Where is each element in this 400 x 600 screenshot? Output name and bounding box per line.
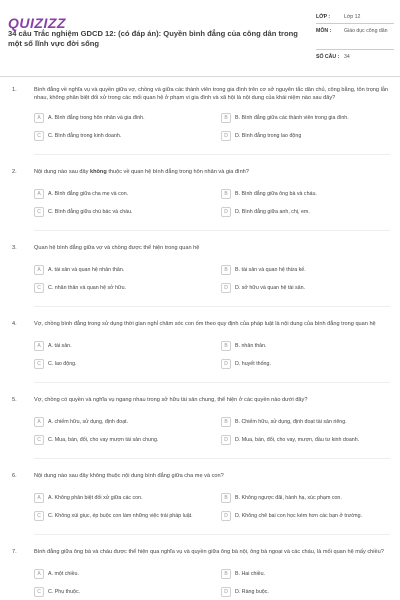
option-b[interactable] (221, 262, 390, 278)
option-b[interactable] (221, 490, 390, 506)
worksheet-header (0, 0, 400, 78)
option-letter-box: A (34, 265, 44, 275)
option-text: D. Mua, bán, đổi, cho vay, mượn, đầu tư kinh doanh. (235, 436, 360, 443)
option-text: A. Không phân biệt đối xử giữa các con. (48, 494, 143, 501)
option-d[interactable] (221, 204, 390, 220)
question-divider (34, 534, 390, 535)
question-5 (0, 392, 400, 459)
option-a[interactable] (34, 414, 203, 430)
meta-subject (316, 28, 394, 34)
option-text: B. nhân thân. (235, 342, 267, 349)
option-letter-box: D (221, 207, 231, 217)
question-text-pre: Nội dung nào sau đây (34, 169, 90, 175)
quizizz-logo: QUIZIZZ (8, 15, 66, 31)
option-d[interactable] (221, 584, 390, 600)
question-2 (0, 164, 400, 231)
question-number: 1. (12, 87, 17, 93)
option-text: C. Bình đẳng trong kinh doanh. (48, 132, 122, 139)
option-text: C. Bình đẳng giữa chú bác và cháu. (48, 208, 133, 215)
option-letter-box: A (34, 569, 44, 579)
option-d[interactable] (221, 356, 390, 372)
option-text: C. lao động. (48, 360, 77, 367)
option-b[interactable] (221, 186, 390, 202)
option-text: B. Bình đẳng giữa ông bà và cháu. (235, 190, 317, 197)
option-letter-box: B (221, 189, 231, 199)
meta-class (316, 14, 394, 20)
option-text: A. một chiều. (48, 570, 79, 577)
question-list (0, 82, 400, 600)
meta-subject-key: MÔN : (316, 28, 332, 34)
option-letter-box: D (221, 359, 231, 369)
question-text (34, 164, 390, 178)
option-letter-box: C (34, 435, 44, 445)
option-letter-box: B (221, 493, 231, 503)
question-number: 3. (12, 245, 17, 251)
question-4 (0, 316, 400, 383)
option-c[interactable] (34, 432, 203, 448)
question-text: Vợ, chồng có quyền và nghĩa vụ ngang nhau trong sở hữu tài sản chung, thể hiện ở các quyền nào dưới đây? (34, 397, 308, 403)
option-letter-box: D (221, 131, 231, 141)
meta-class-value: Lớp 12 (344, 14, 361, 20)
option-letter-box: A (34, 493, 44, 503)
question-7 (0, 544, 400, 600)
options (34, 262, 390, 296)
option-c[interactable] (34, 204, 203, 220)
option-a[interactable] (34, 110, 203, 126)
option-b[interactable] (221, 110, 390, 126)
question-divider (34, 154, 390, 155)
option-text: D. Ràng buộc. (235, 588, 269, 595)
option-letter-box: B (221, 341, 231, 351)
option-letter-box: C (34, 511, 44, 521)
option-c[interactable] (34, 584, 203, 600)
option-a[interactable] (34, 186, 203, 202)
meta-divider (316, 49, 394, 50)
worksheet-title: 34 câu Trắc nghiệm GDCD 12: (có đáp án): Quyền bình đẳng của công dân trong một số lĩnh vực đời sống (8, 29, 298, 48)
options (34, 110, 390, 144)
option-letter-box: B (221, 569, 231, 579)
option-letter-box: B (221, 113, 231, 123)
option-text: B. Không ngược đãi, hành hạ, xúc phạm con. (235, 494, 342, 501)
question-text-emphasis: không (89, 169, 107, 175)
option-text: D. Bình đẳng trong lao động (235, 132, 302, 139)
option-letter-box: A (34, 417, 44, 427)
option-letter-box: D (221, 283, 231, 293)
option-text: A. tài sản. (48, 342, 72, 349)
meta-count-value: 34 (344, 54, 350, 60)
question-text: Bình đẳng về nghĩa vụ và quyền giữa vợ, chồng và giữa các thành viên trong gia đình trên cơ sở nguyên tắc dân chủ, công bằng, tôn trọng lẫn nhau, không phân biệt đối xử trong các mối quan hệ ở phạm vi gia đình và xã hội là nội dung của khái niệm nào sau đây? (34, 87, 389, 101)
options (34, 186, 390, 220)
question-text: Bình đẳng giữa ông bà và cháu được thể hiện qua nghĩa vụ và quyền giữa ông bà nội, ông bà ngoại và các cháu, là mối quan hệ mấy chiều? (34, 549, 384, 555)
option-c[interactable] (34, 508, 203, 524)
option-letter-box: C (34, 587, 44, 597)
option-letter-box: B (221, 417, 231, 427)
meta-count-key: SỐ CÂU : (316, 54, 340, 60)
meta-count (316, 54, 394, 60)
header-divider (0, 76, 400, 77)
question-1 (0, 82, 400, 155)
option-a[interactable] (34, 490, 203, 506)
option-text: D. Không chê bai con học kém hơn các bạn ở trường. (235, 512, 363, 519)
option-text: A. Bình đẳng giữa cha mẹ và con. (48, 190, 129, 197)
option-letter-box: C (34, 131, 44, 141)
option-b[interactable] (221, 566, 390, 582)
meta-class-key: LỚP : (316, 14, 331, 20)
option-d[interactable] (221, 128, 390, 144)
option-a[interactable] (34, 566, 203, 582)
option-a[interactable] (34, 262, 203, 278)
option-text: A. chiếm hữu, sử dụng, định đoạt. (48, 418, 129, 425)
options (34, 490, 390, 524)
meta-divider (316, 23, 394, 24)
option-b[interactable] (221, 414, 390, 430)
question-divider (34, 230, 390, 231)
question-text: Quan hệ bình đẳng giữa vợ và chồng được thể hiện trong quan hệ (34, 245, 200, 251)
option-letter-box: A (34, 341, 44, 351)
option-letter-box: A (34, 113, 44, 123)
option-letter-box: C (34, 359, 44, 369)
option-letter-box: D (221, 511, 231, 521)
option-letter-box: D (221, 435, 231, 445)
option-c[interactable] (34, 128, 203, 144)
option-text: D. Bình đẳng giữa anh, chị, em. (235, 208, 310, 215)
options (34, 338, 390, 372)
option-b[interactable] (221, 338, 390, 354)
option-letter-box: C (34, 283, 44, 293)
option-d[interactable] (221, 508, 390, 524)
option-d[interactable] (221, 280, 390, 296)
question-divider (34, 306, 390, 307)
question-divider (34, 458, 390, 459)
question-number: 6. (12, 473, 17, 479)
option-d[interactable] (221, 432, 390, 448)
question-divider (34, 382, 390, 383)
question-number: 5. (12, 397, 17, 403)
question-text: Vợ, chồng bình đẳng trong sử dụng thời gian nghỉ chăm sóc con ốm theo quy định của pháp luật là nội dung của bình đẳng trong quan hệ (34, 321, 376, 327)
question-3 (0, 240, 400, 307)
option-text: C. Mua, bán, đổi, cho vay mượn tài sản chung. (48, 436, 159, 443)
option-a[interactable] (34, 338, 203, 354)
option-text: B. Bình đẳng giữa các thành viên trong gia đình. (235, 114, 349, 121)
question-text-post: thuộc về quan hệ bình đẳng trong hôn nhân và gia đình? (106, 169, 249, 175)
question-number: 7. (12, 549, 17, 555)
option-text: B. Hai chiều. (235, 570, 266, 577)
option-text: C. Không xúi giục, ép buộc con làm những việc trái pháp luật. (48, 512, 193, 519)
option-c[interactable] (34, 356, 203, 372)
option-text: B. Chiếm hữu, sử dụng, định đoạt tài sản riêng. (235, 418, 347, 425)
question-6 (0, 468, 400, 535)
option-letter-box: A (34, 189, 44, 199)
option-letter-box: C (34, 207, 44, 217)
question-number: 4. (12, 321, 17, 327)
option-text: A. Bình đẳng trong hôn nhân và gia đình. (48, 114, 145, 121)
options (34, 566, 390, 600)
option-text: C. nhân thân và quan hệ sở hữu. (48, 284, 126, 291)
option-c[interactable] (34, 280, 203, 296)
option-letter-box: D (221, 587, 231, 597)
question-number: 2. (12, 169, 17, 175)
meta-subject-value: Giáo dục công dân (344, 28, 388, 34)
option-text: D. sở hữu và quan hệ tài sản. (235, 284, 306, 291)
option-text: A. tài sản và quan hệ nhân thân. (48, 266, 125, 273)
option-text: B. tài sản và quan hệ thừa kế. (235, 266, 306, 273)
option-text: D. huyết thống. (235, 360, 271, 367)
question-text: Nội dung nào sau đây không thuộc nội dung bình đẳng giữa cha mẹ và con? (34, 473, 224, 479)
option-letter-box: B (221, 265, 231, 275)
options (34, 414, 390, 448)
option-text: C. Phụ thuộc. (48, 588, 81, 595)
